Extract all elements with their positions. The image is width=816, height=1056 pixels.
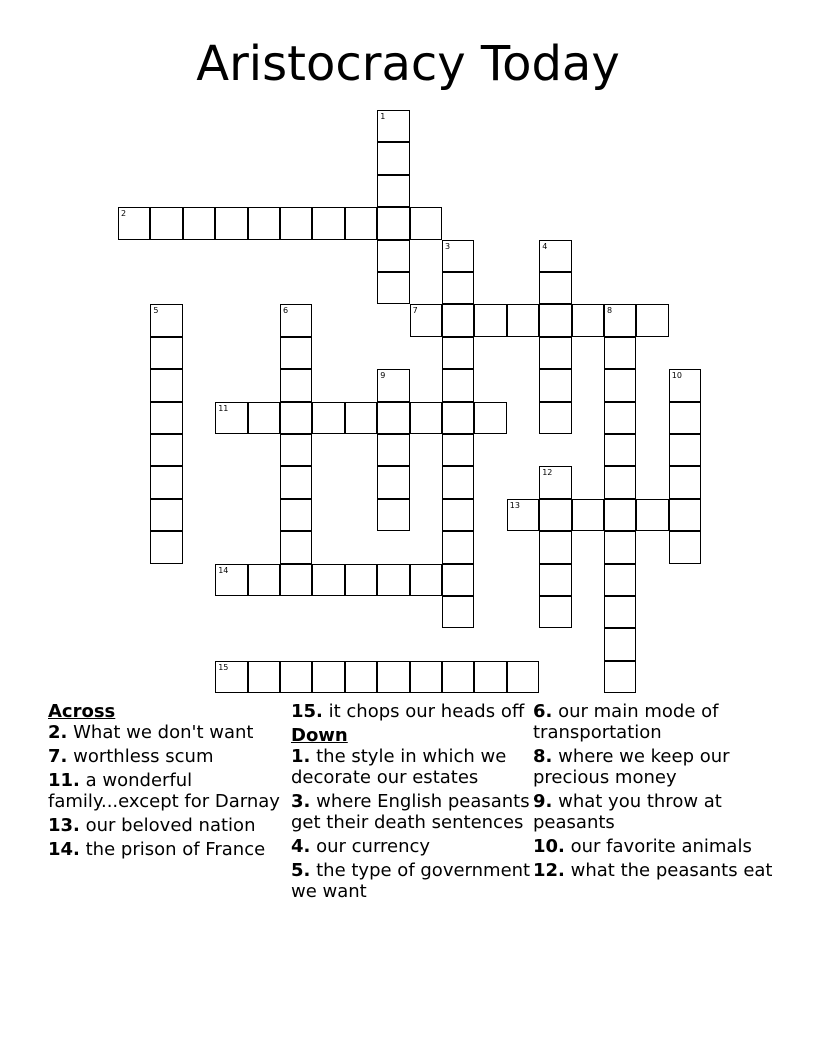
grid-cell[interactable] bbox=[604, 499, 636, 531]
clue-across-14: 14. the prison of France bbox=[48, 839, 266, 860]
grid-cell[interactable] bbox=[377, 369, 409, 401]
grid-cell[interactable] bbox=[474, 402, 506, 434]
clue-number: 9 bbox=[380, 371, 386, 381]
grid-cell[interactable] bbox=[669, 499, 701, 531]
grid-cell[interactable] bbox=[410, 661, 442, 693]
grid-cell[interactable] bbox=[636, 499, 668, 531]
grid-cell[interactable] bbox=[442, 531, 474, 563]
grid-cell[interactable] bbox=[377, 142, 409, 174]
grid-cell[interactable] bbox=[539, 499, 571, 531]
grid-cell[interactable] bbox=[280, 369, 312, 401]
grid-cell[interactable] bbox=[604, 564, 636, 596]
grid-cell[interactable] bbox=[183, 207, 215, 239]
grid-cell[interactable] bbox=[377, 207, 409, 239]
grid-cell[interactable] bbox=[150, 531, 182, 563]
grid-cell[interactable] bbox=[345, 564, 377, 596]
grid-cell[interactable] bbox=[442, 402, 474, 434]
clue-across-2: 2. What we don't want bbox=[48, 722, 254, 743]
clue-down-5: 5. the type of government we want bbox=[291, 860, 531, 902]
clue-number: 5 bbox=[153, 306, 159, 316]
grid-cell[interactable] bbox=[539, 564, 571, 596]
clue-across-11: 11. a wonderful family...except for Darnay bbox=[48, 770, 280, 812]
clue-down-6: 6. our main mode of transportation bbox=[533, 701, 719, 743]
clue-number: 10 bbox=[671, 371, 682, 381]
grid-cell[interactable] bbox=[345, 661, 377, 693]
grid-cell[interactable] bbox=[377, 499, 409, 531]
grid-cell[interactable] bbox=[669, 369, 701, 401]
clue-column-2 bbox=[291, 701, 531, 905]
grid-cell[interactable] bbox=[442, 337, 474, 369]
grid-cell[interactable] bbox=[377, 110, 409, 142]
grid-cell[interactable] bbox=[377, 402, 409, 434]
grid-cell[interactable] bbox=[312, 207, 344, 239]
grid-cell[interactable] bbox=[150, 207, 182, 239]
grid-cell[interactable] bbox=[442, 240, 474, 272]
grid-cell[interactable] bbox=[507, 499, 539, 531]
grid-cell[interactable] bbox=[669, 402, 701, 434]
grid-cell[interactable] bbox=[507, 304, 539, 336]
grid-cell[interactable] bbox=[539, 531, 571, 563]
clue-number: 11 bbox=[218, 403, 229, 413]
grid-cell[interactable] bbox=[604, 466, 636, 498]
grid-cell[interactable] bbox=[280, 564, 312, 596]
clue-column-1 bbox=[48, 701, 288, 863]
grid-cell[interactable] bbox=[280, 434, 312, 466]
clue-column-3 bbox=[533, 701, 773, 884]
grid-cell[interactable] bbox=[280, 402, 312, 434]
grid-cell[interactable] bbox=[377, 272, 409, 304]
grid-cell[interactable] bbox=[150, 499, 182, 531]
clue-across-7: 7. worthless scum bbox=[48, 746, 214, 767]
grid-cell[interactable] bbox=[669, 466, 701, 498]
clue-number: 8 bbox=[607, 306, 613, 316]
grid-cell[interactable] bbox=[539, 272, 571, 304]
grid-cell[interactable] bbox=[442, 596, 474, 628]
grid-cell[interactable] bbox=[572, 304, 604, 336]
grid-cell[interactable] bbox=[604, 596, 636, 628]
clue-down-8: 8. where we keep our precious money bbox=[533, 746, 730, 788]
clue-number: 3 bbox=[445, 241, 451, 251]
grid-cell[interactable] bbox=[474, 661, 506, 693]
grid-cell[interactable] bbox=[604, 402, 636, 434]
clue-across-15: 15. it chops our heads off bbox=[291, 701, 525, 722]
grid-cell[interactable] bbox=[280, 661, 312, 693]
grid-cell[interactable] bbox=[539, 596, 571, 628]
grid-cell[interactable] bbox=[377, 661, 409, 693]
grid-cell[interactable] bbox=[248, 564, 280, 596]
across-heading: Across bbox=[48, 701, 116, 722]
grid-cell[interactable] bbox=[539, 466, 571, 498]
grid-cell[interactable] bbox=[150, 402, 182, 434]
grid-cell[interactable] bbox=[280, 466, 312, 498]
grid-cell[interactable] bbox=[377, 434, 409, 466]
clue-down-1: 1. the style in which we decorate our estates bbox=[291, 746, 507, 788]
grid-cell[interactable] bbox=[410, 207, 442, 239]
grid-cell[interactable] bbox=[280, 531, 312, 563]
grid-cell[interactable] bbox=[280, 207, 312, 239]
grid-cell[interactable] bbox=[539, 402, 571, 434]
clue-number: 15 bbox=[218, 662, 229, 672]
grid-cell[interactable] bbox=[215, 564, 247, 596]
clue-number: 13 bbox=[509, 500, 520, 510]
grid-cell[interactable] bbox=[215, 207, 247, 239]
grid-cell[interactable] bbox=[377, 240, 409, 272]
down-heading: Down bbox=[291, 725, 348, 746]
grid-cell[interactable] bbox=[410, 402, 442, 434]
clue-down-12: 12. what the peasants eat bbox=[533, 860, 773, 881]
grid-cell[interactable] bbox=[377, 564, 409, 596]
grid-cell[interactable] bbox=[442, 434, 474, 466]
grid-cell[interactable] bbox=[118, 207, 150, 239]
clue-number: 1 bbox=[380, 112, 386, 121]
grid-cell[interactable] bbox=[604, 628, 636, 660]
grid-cell[interactable] bbox=[669, 434, 701, 466]
grid-cell[interactable] bbox=[669, 531, 701, 563]
puzzle-title: Aristocracy Today bbox=[196, 36, 620, 92]
clue-number: 7 bbox=[412, 306, 418, 316]
grid-cell[interactable] bbox=[150, 369, 182, 401]
clue-number: 2 bbox=[121, 209, 127, 219]
clue-number: 6 bbox=[283, 306, 289, 316]
grid-cell[interactable] bbox=[280, 499, 312, 531]
clue-down-3: 3. where English peasants get their death sentences bbox=[291, 791, 530, 833]
grid-cell[interactable] bbox=[215, 661, 247, 693]
grid-cell[interactable] bbox=[312, 564, 344, 596]
grid-cell[interactable] bbox=[150, 466, 182, 498]
grid-cell[interactable] bbox=[442, 304, 474, 336]
grid-cell[interactable] bbox=[442, 499, 474, 531]
grid-cell[interactable] bbox=[150, 337, 182, 369]
grid-cell[interactable] bbox=[474, 304, 506, 336]
grid-cell[interactable] bbox=[572, 499, 604, 531]
clue-down-4: 4. our currency bbox=[291, 836, 431, 857]
grid-cell[interactable] bbox=[248, 402, 280, 434]
grid-cell[interactable] bbox=[604, 369, 636, 401]
grid-cell[interactable] bbox=[604, 531, 636, 563]
grid-cell[interactable] bbox=[442, 466, 474, 498]
grid-cell[interactable] bbox=[539, 240, 571, 272]
grid-cell[interactable] bbox=[345, 402, 377, 434]
grid-cell[interactable] bbox=[248, 207, 280, 239]
grid-cell[interactable] bbox=[507, 661, 539, 693]
grid-cell[interactable] bbox=[280, 337, 312, 369]
grid-cell[interactable] bbox=[312, 402, 344, 434]
grid-cell[interactable] bbox=[539, 304, 571, 336]
grid-cell[interactable] bbox=[215, 402, 247, 434]
clue-number: 12 bbox=[542, 468, 553, 478]
grid-cell[interactable] bbox=[410, 304, 442, 336]
grid-cell[interactable] bbox=[442, 661, 474, 693]
grid-cell[interactable] bbox=[410, 564, 442, 596]
grid-cell[interactable] bbox=[604, 304, 636, 336]
grid-cell[interactable] bbox=[442, 272, 474, 304]
grid-cell[interactable] bbox=[604, 661, 636, 693]
grid-cell[interactable] bbox=[150, 434, 182, 466]
grid-cell[interactable] bbox=[377, 175, 409, 207]
grid-cell[interactable] bbox=[442, 564, 474, 596]
grid-cell[interactable] bbox=[539, 369, 571, 401]
grid-cell[interactable] bbox=[636, 304, 668, 336]
clue-across-13: 13. our beloved nation bbox=[48, 815, 256, 836]
grid-cell[interactable] bbox=[150, 304, 182, 336]
clue-down-9: 9. what you throw at peasants bbox=[533, 791, 722, 833]
clue-number: 14 bbox=[218, 565, 229, 575]
grid-cell[interactable] bbox=[248, 661, 280, 693]
grid-cell[interactable] bbox=[604, 337, 636, 369]
grid-cell[interactable] bbox=[539, 337, 571, 369]
clue-number: 4 bbox=[542, 241, 548, 251]
clue-down-10: 10. our favorite animals bbox=[533, 836, 752, 857]
grid-cell[interactable] bbox=[377, 466, 409, 498]
grid-cell[interactable] bbox=[312, 661, 344, 693]
grid-cell[interactable] bbox=[604, 434, 636, 466]
grid-cell[interactable] bbox=[345, 207, 377, 239]
grid-cell[interactable] bbox=[442, 369, 474, 401]
grid-cell[interactable] bbox=[280, 304, 312, 336]
